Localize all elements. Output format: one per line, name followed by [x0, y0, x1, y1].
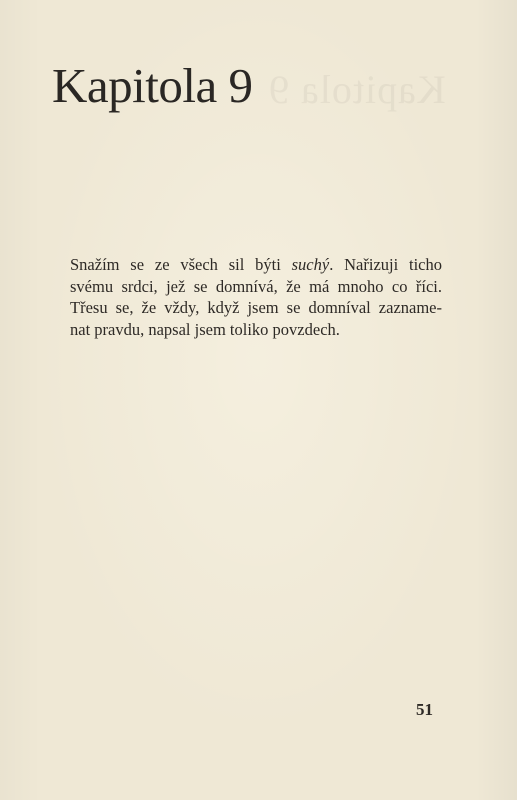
line-1-text-after: . Nařizuji ticho: [329, 255, 442, 274]
paragraph-line-3: Třesu se, že vždy, když jsem se domníval zazname-: [70, 298, 442, 317]
bleed-through-title: Kapitola 9: [268, 67, 446, 112]
paragraph-line-2: svému srdci, jež se domnívá, že má mnoho co říci.: [70, 276, 442, 296]
paragraph-line-4: nat pravdu, napsal jsem toliko povzdech.: [70, 319, 340, 339]
line-1-text-before: Snažím se ze všech sil býti: [70, 255, 292, 274]
chapter-title: Kapitola 9: [52, 58, 253, 113]
emphasized-word: suchý: [291, 255, 330, 274]
chapter-paragraph: [70, 254, 442, 340]
paragraph-line-1: [70, 254, 442, 276]
page-number: 51: [416, 700, 433, 719]
